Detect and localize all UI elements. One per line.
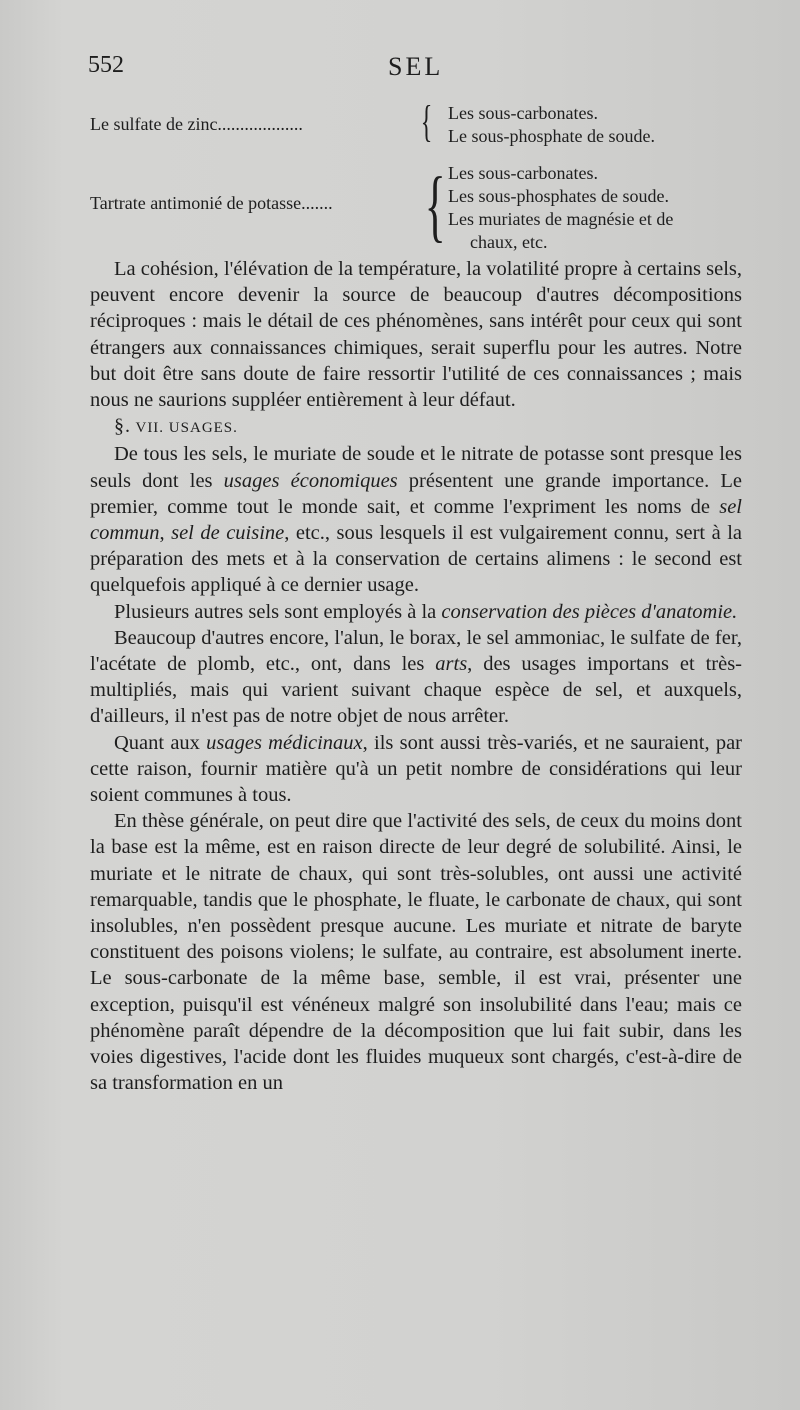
table-item: Le sous-phosphate de soude.	[448, 126, 655, 146]
italic-text: usages économiques	[223, 469, 398, 492]
page-number: 552	[88, 52, 124, 78]
paragraph	[90, 441, 742, 598]
running-title: SEL	[388, 52, 444, 81]
text-run: présentent une grande importance. Le premier, comme tout le monde sait, et comme l'expriment les noms de	[90, 469, 742, 518]
paragraph: En thèse générale, on peut dire que l'activité des sels, de ceux du moins dont la base est la même, est en raison directe de leur degré de solubilité. Ainsi, le muriate et le nitrate de chaux, qui sont très-solubles, ont aussi une activité remarquable, tandis que le phosphate, le fluate, le carbonate de chaux, qui sont insolubles, n'en possèdent presque aucune. Les muriate et nitrate de baryte constituent des poisons violens; le sulfate, au contraire, est absolument inerte. Le sous-carbonate de la même base, semble, il est vrai, présenter une exception, puisqu'il est vénéneux malgré son insolubilité dans l'eau; mais ce phénomène paraît dépendre de la décomposition que lui fait subir, dans les voies digestives, l'acide dont les fluides muqueux sont chargés, c'est-à-dire de sa transformation en un	[90, 810, 742, 1095]
table-row-tartrate	[90, 160, 750, 254]
paragraph	[90, 599, 742, 625]
table-label: Tartrate antimonié de potasse.......	[90, 193, 333, 213]
text-run: , ils sont aussi très-variés, et ne sauraient, par cette raison, fournir matière qu'à un petit nombre de considérations qui leur soient communes à tous.	[90, 731, 742, 807]
italic-text: conservation des pièces d'anatomie.	[441, 600, 738, 623]
body-text	[90, 256, 742, 1097]
table-label: Le sulfate de zinc...................	[90, 114, 303, 134]
text-run: Beaucoup d'autres encore, l'alun, le borax, le sel ammoniac, le sulfate de fer, l'acétate de plomb, etc., ont, dans les	[90, 626, 742, 676]
brace: {	[420, 97, 433, 146]
text-run: ,	[159, 522, 172, 545]
italic-text: usages médicinaux	[206, 731, 363, 754]
text-run: Quant aux	[114, 731, 207, 754]
italic-text: sel commun	[90, 495, 742, 545]
table-item: Les muriates de magnésie et de	[448, 209, 674, 229]
table-item: Les sous-carbonates.	[448, 163, 598, 183]
table-items	[448, 102, 655, 148]
table-row-zinc	[90, 97, 750, 152]
text-run: Plusieurs autres sels sont employés à la	[114, 600, 442, 623]
paragraph	[90, 625, 742, 730]
section-heading	[90, 413, 742, 441]
brace: {	[424, 162, 446, 250]
italic-text: arts	[435, 653, 468, 676]
table-items	[448, 162, 673, 254]
paragraph: La cohésion, l'élévation de la température, la volatilité propre à certains sels, peuvent encore devenir la source de beaucoup d'autres décompositions réciproques : mais le détail de ces phénomènes, sans intérêt pour ceux qui sont étrangers aux connaissances chimiques, serait superflu pour les autres. Notre but doit être sans doute de faire ressortir l'utilité de ces connaissances ; mais nous ne saurions suppléer entièrement à leur défaut.	[90, 258, 742, 412]
text-run: De tous les sels, le muriate de soude et le nitrate de potasse sont presque les seuls dont les	[90, 443, 742, 492]
paragraph	[90, 730, 742, 809]
italic-text: sel de cuisine	[171, 522, 285, 545]
page-header	[88, 52, 740, 88]
section-mark: §.	[114, 415, 131, 438]
table-item: Les sous-carbonates.	[448, 103, 598, 123]
text-run: , etc., sous lesquels il est vulgairement connu, sert à la préparation des mets et à la conservation de certains alimens : le second est quelquefois appliqué à ce dernier usage.	[90, 522, 742, 597]
text-run: , des usages importans et très-multipliés, mais qui varient suivant chaque espèce de sel, et auxquels, d'ailleurs, il n'est pas de notre objet de nous arrêter.	[90, 653, 742, 728]
table-item: Les sous-phosphates de soude.	[448, 186, 669, 206]
table-item: chaux, etc.	[470, 232, 548, 252]
section-title: VII. USAGES.	[135, 420, 238, 437]
